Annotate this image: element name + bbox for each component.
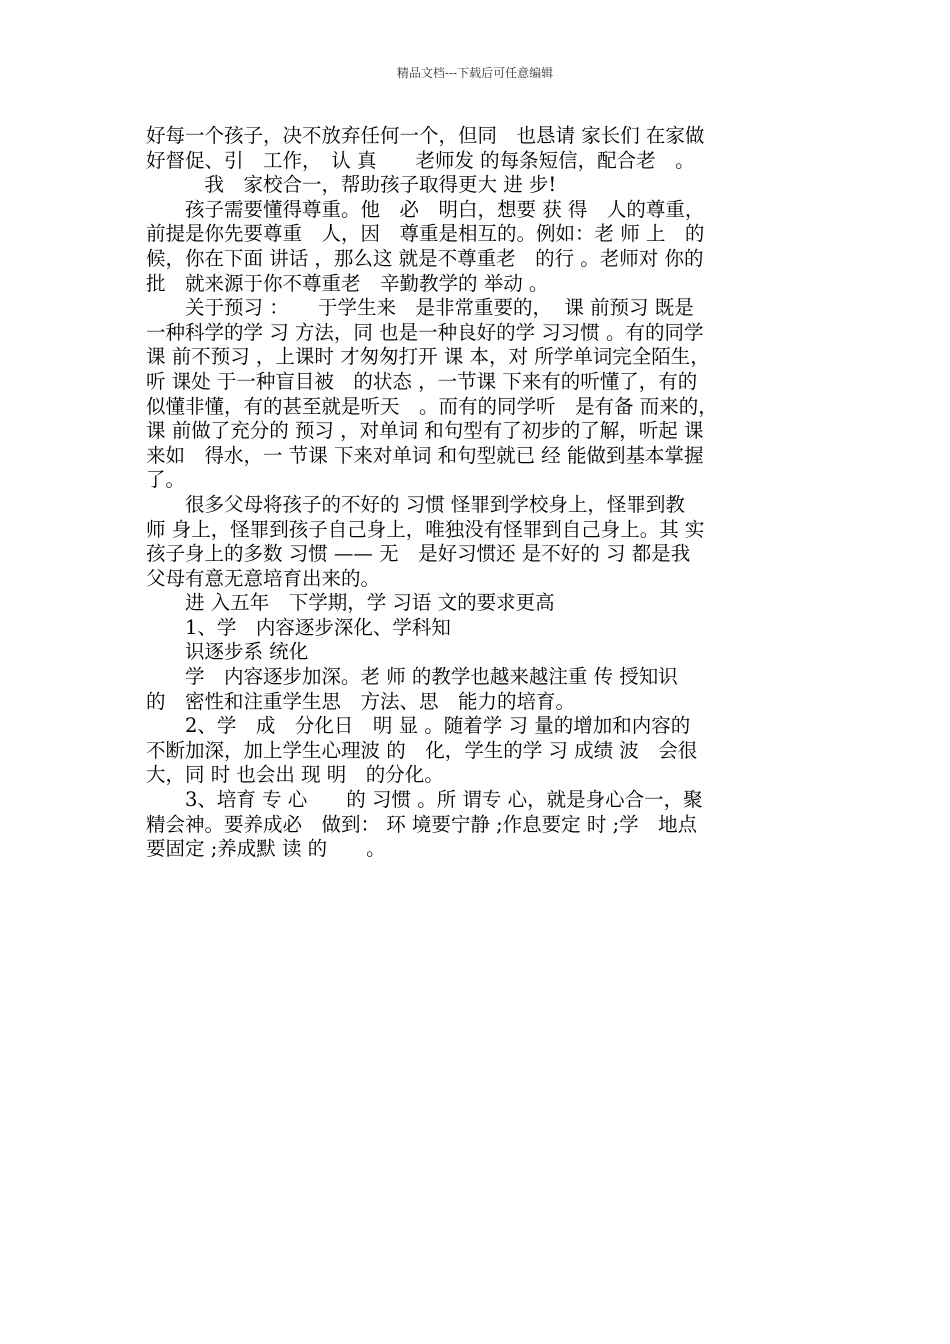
text-line: 很多父母将孩子的不好的 习惯 怪罪到学校身上，怪罪到教 <box>146 492 685 516</box>
text-line: 大，同 时 也会出 现 明 的分化。 <box>146 763 444 787</box>
text-line: 3、培育 专 心 的 习惯 。所 谓专 心，就是身心合一，聚 <box>146 788 703 812</box>
text-line: 好督促、引 工作， 认 真 老师发 的每条短信，配合老 。 <box>146 148 695 172</box>
text-line: 孩子身上的多数 习惯 —— 无 是好习惯还 是不好的 习 都是我 <box>146 542 691 566</box>
text-line: 好每一个孩子，决不放弃任何一个，但同 也恳请 家长们 在家做 <box>146 124 705 147</box>
text-line: 不断加深，加上学生心理波 的 化，学生的学 习 成绩 波 会很 <box>146 738 698 762</box>
text-line: 批 就来源于你不尊重老 辛勤教学的 举动 。 <box>146 271 549 295</box>
text-line: 精会神。要养成必 做到： 环 境要宁静 ;作息要定 时 ;学 地点 <box>146 812 698 836</box>
text-line: 要固定 ;养成默 读 的 。 <box>146 837 386 861</box>
text-line: 候，你在下面 讲话 ，那么这 就是不尊重老 的行 。老师对 你的 <box>146 246 704 270</box>
text-line: 师 身上，怪罪到孩子自己身上，唯独没有怪罪到自己身上。其 实 <box>146 517 705 541</box>
text-line: 孩子需要懂得尊重。他 必 明白，想要 获 得 人的尊重， <box>146 197 705 221</box>
text-line: 一种科学的学 习 方法，同 也是一种良好的学 习习惯 。有的同学 <box>146 320 704 344</box>
text-line: 前提是你先要尊重 人，因 尊重是相互的。例如：老 师 上 的 <box>146 222 705 246</box>
text-line: 我 家校合一，帮助孩子取得更大 进 步! <box>146 173 557 197</box>
text-line: 关于预习 ： 于学生来 是非常重要的， 课 前预习 既是 <box>146 296 694 320</box>
text-line: 似懂非懂，有的甚至就是听天 。而有的同学听 是有备 而来的， <box>146 394 718 418</box>
text-line: 课 前做了充分的 预习 ，对单词 和句型有了初步的了解，听起 课 <box>146 419 704 443</box>
text-line: 课 前不预习 ，上课时 才匆匆打开 课 本，对 所学单词完全陌生， <box>146 345 710 369</box>
text-line: 的 密性和注重学生思 方法、思 能力的培育。 <box>146 689 576 713</box>
text-line: 了。 <box>146 468 186 492</box>
text-line: 学 内容逐步加深。老 师 的教学也越来越注重 传 授知识 <box>146 665 678 689</box>
page-header: 精品文档---下载后可任意编辑 <box>396 66 554 80</box>
text-line: 进 入五年 下学期，学 习语 文的要求更高 <box>146 591 555 615</box>
document-body <box>146 124 810 862</box>
text-line: 听 课处 于一种盲目被 的状态 ，一节课 下来有的听懂了，有的 <box>146 369 698 393</box>
text-line: 2、学 成 分化日 明 显 。随着学 习 量的增加和内容的 <box>146 714 691 738</box>
text-line: 来如 得水，一 节课 下来对单词 和句型就已 经 能做到基本掌握 <box>146 443 704 467</box>
text-line: 父母有意无意培育出来的。 <box>146 566 381 590</box>
text-line: 识逐步系 统化 <box>146 640 309 664</box>
text-line: 1、学 内容逐步深化、学科知 <box>146 615 451 639</box>
